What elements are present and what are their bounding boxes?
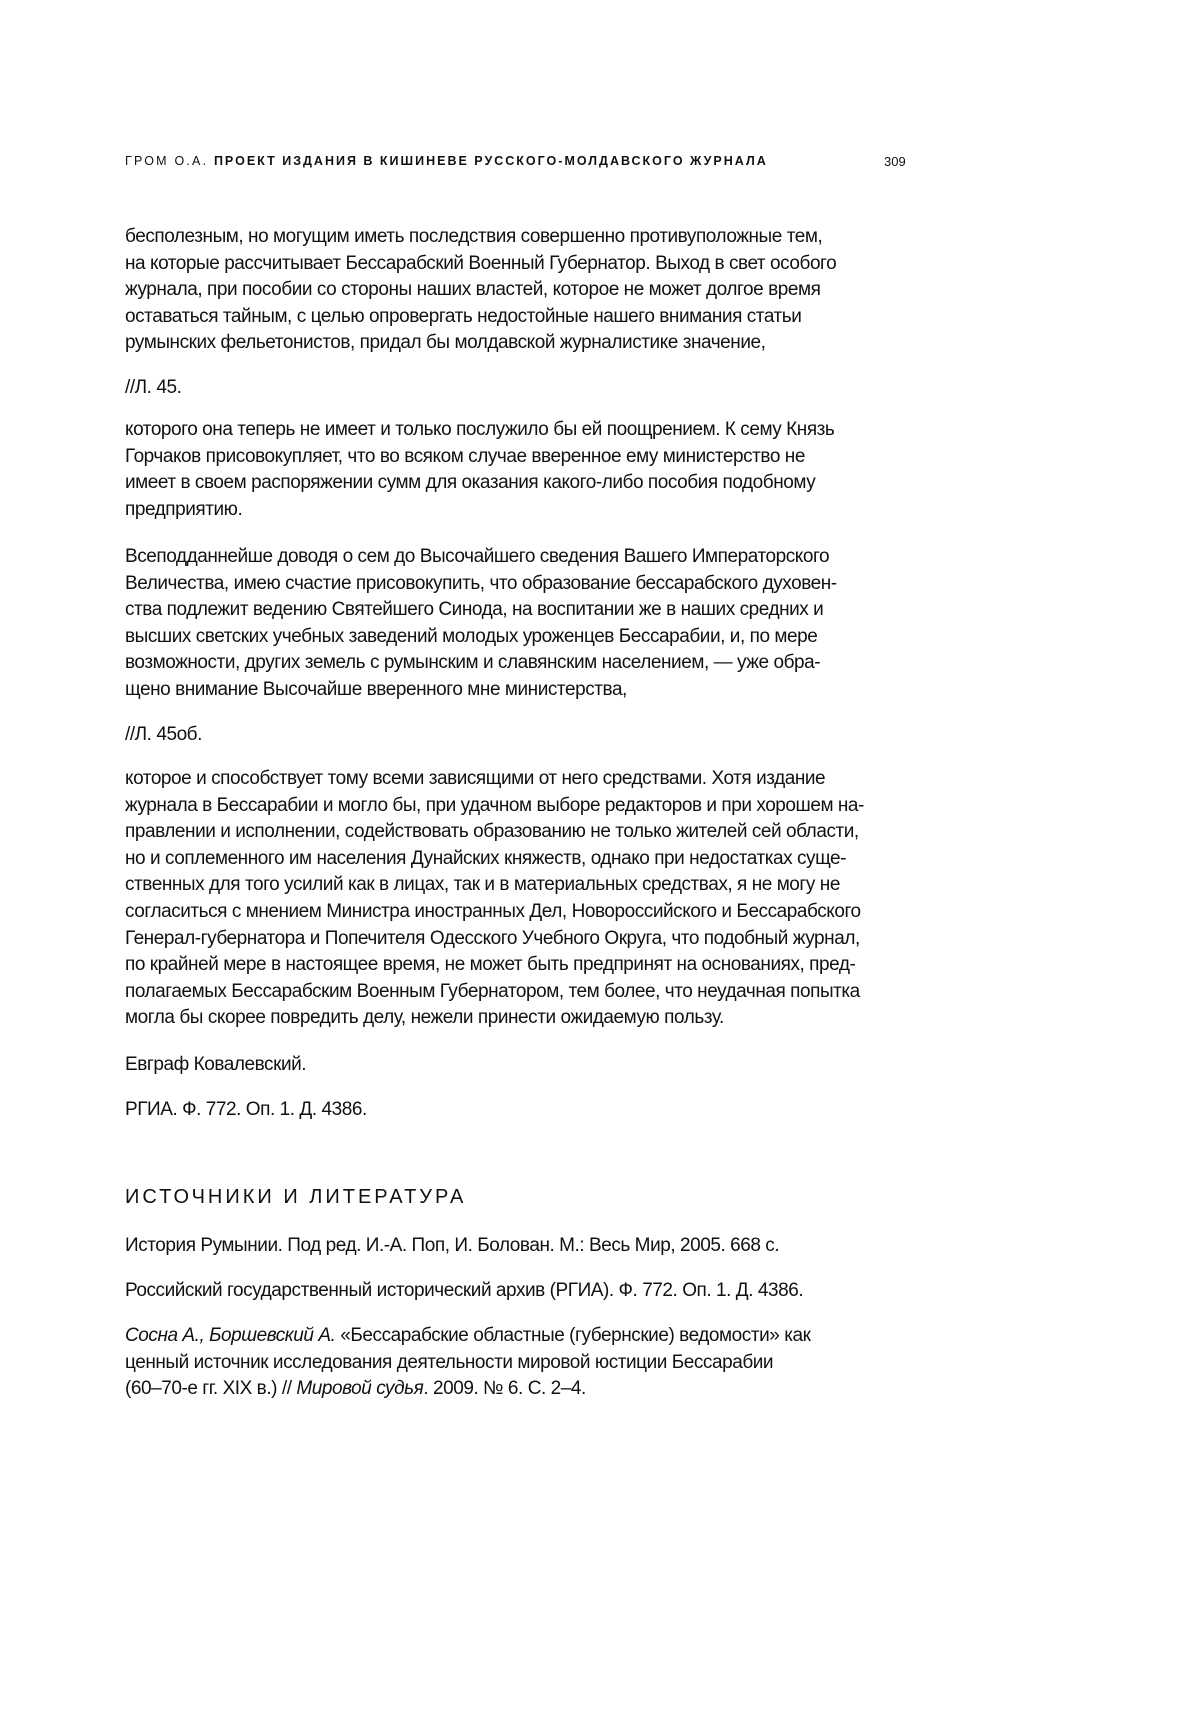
- text-line: могла бы скорее повредить делу, нежели принести ожидаемую пользу.: [125, 1005, 925, 1032]
- text-line: которого она теперь не имеет и только послужило бы ей поощрением. К сему Князь: [125, 417, 925, 444]
- text-line: ценный источник исследования деятельности мировой юстиции Бессарабии: [125, 1350, 925, 1377]
- text-line: [125, 1376, 925, 1403]
- folio-mark: //Л. 45.: [125, 375, 925, 402]
- running-header: [125, 154, 768, 168]
- text-line: которое и способствует тому всеми зависящими от него средствами. Хотя издание: [125, 766, 925, 793]
- paragraph-3: [125, 544, 925, 704]
- paragraph-4: [125, 766, 925, 1032]
- sources-heading: ИСТОЧНИКИ И ЛИТЕРАТУРА: [125, 1186, 466, 1209]
- ref-journal: Мировой судья: [296, 1378, 423, 1399]
- reference-1: История Румынии. Под ред. И.-А. Поп, И. Болован. М.: Весь Мир, 2005. 668 с.: [125, 1233, 925, 1260]
- text-line: правлении и исполнении, содействовать образованию не только жителей сей области,: [125, 819, 925, 846]
- text-line: Величества, имею счастие присовокупить, что образование бессарабского духовен-: [125, 571, 925, 598]
- ref-authors: Сосна А., Боршевский А.: [125, 1325, 335, 1346]
- text-line: румынских фельетонистов, придал бы молдавской журналистике значение,: [125, 330, 925, 357]
- text-line: полагаемых Бессарабским Военным Губернатором, тем более, что неудачная попытка: [125, 979, 925, 1006]
- text-line: щено внимание Высочайше вверенного мне министерства,: [125, 677, 925, 704]
- paragraph-2: [125, 417, 925, 523]
- header-title: ПРОЕКТ ИЗДАНИЯ В КИШИНЕВЕ РУССКОГО-МОЛДАВСКОГО ЖУРНАЛА: [214, 154, 768, 168]
- ref-text: . 2009. № 6. С. 2–4.: [423, 1378, 585, 1399]
- text-line: но и соплеменного им населения Дунайских княжеств, однако при недостатках суще-: [125, 846, 925, 873]
- text-line: оставаться тайным, с целью опровергать недостойные нашего внимания статьи: [125, 304, 925, 331]
- archive-reference: РГИА. Ф. 772. Оп. 1. Д. 4386.: [125, 1097, 925, 1124]
- text-line: предприятию.: [125, 497, 925, 524]
- page-number: 309: [884, 154, 906, 169]
- text-line: ственных для того усилий как в лицах, так и в материальных средствах, я не могу не: [125, 872, 925, 899]
- ref-title: «Бессарабские областные (губернские) ведомости» как: [335, 1325, 810, 1346]
- folio-mark: //Л. 45об.: [125, 722, 925, 749]
- header-author: ГРОМ О.А.: [125, 154, 208, 168]
- text-line: журнала в Бессарабии и могло бы, при удачном выборе редакторов и при хорошем на-: [125, 793, 925, 820]
- text-line: Горчаков присовокупляет, что во всяком случае вверенное ему министерство не: [125, 444, 925, 471]
- text-line: на которые рассчитывает Бессарабский Военный Губернатор. Выход в свет особого: [125, 251, 925, 278]
- text-line: имеет в своем распоряжении сумм для оказания какого-либо пособия подобному: [125, 470, 925, 497]
- text-line: согласиться с мнением Министра иностранных Дел, Новороссийского и Бессарабского: [125, 899, 925, 926]
- text-line: возможности, других земель с румынским и славянским населением, — уже обра-: [125, 650, 925, 677]
- text-line: высших светских учебных заведений молодых уроженцев Бессарабии, и, по мере: [125, 624, 925, 651]
- reference-3: [125, 1323, 925, 1403]
- signature: Евграф Ковалевский.: [125, 1052, 925, 1079]
- text-line: ства подлежит ведению Святейшего Синода, на воспитании же в наших средних и: [125, 597, 925, 624]
- reference-2: Российский государственный исторический архив (РГИА). Ф. 772. Оп. 1. Д. 4386.: [125, 1278, 925, 1305]
- text-line: бесполезным, но могущим иметь последствия совершенно противуположные тем,: [125, 224, 925, 251]
- text-line: Всеподданнейше доводя о сем до Высочайшего сведения Вашего Императорского: [125, 544, 925, 571]
- text-line: [125, 1323, 925, 1350]
- paragraph-1: [125, 224, 925, 357]
- text-line: по крайней мере в настоящее время, не может быть предпринят на основаниях, пред-: [125, 952, 925, 979]
- text-line: Генерал-губернатора и Попечителя Одесского Учебного Округа, что подобный журнал,: [125, 926, 925, 953]
- text-line: журнала, при пособии со стороны наших властей, которое не может долгое время: [125, 277, 925, 304]
- ref-text: (60–70-е гг. XIX в.) //: [125, 1378, 296, 1399]
